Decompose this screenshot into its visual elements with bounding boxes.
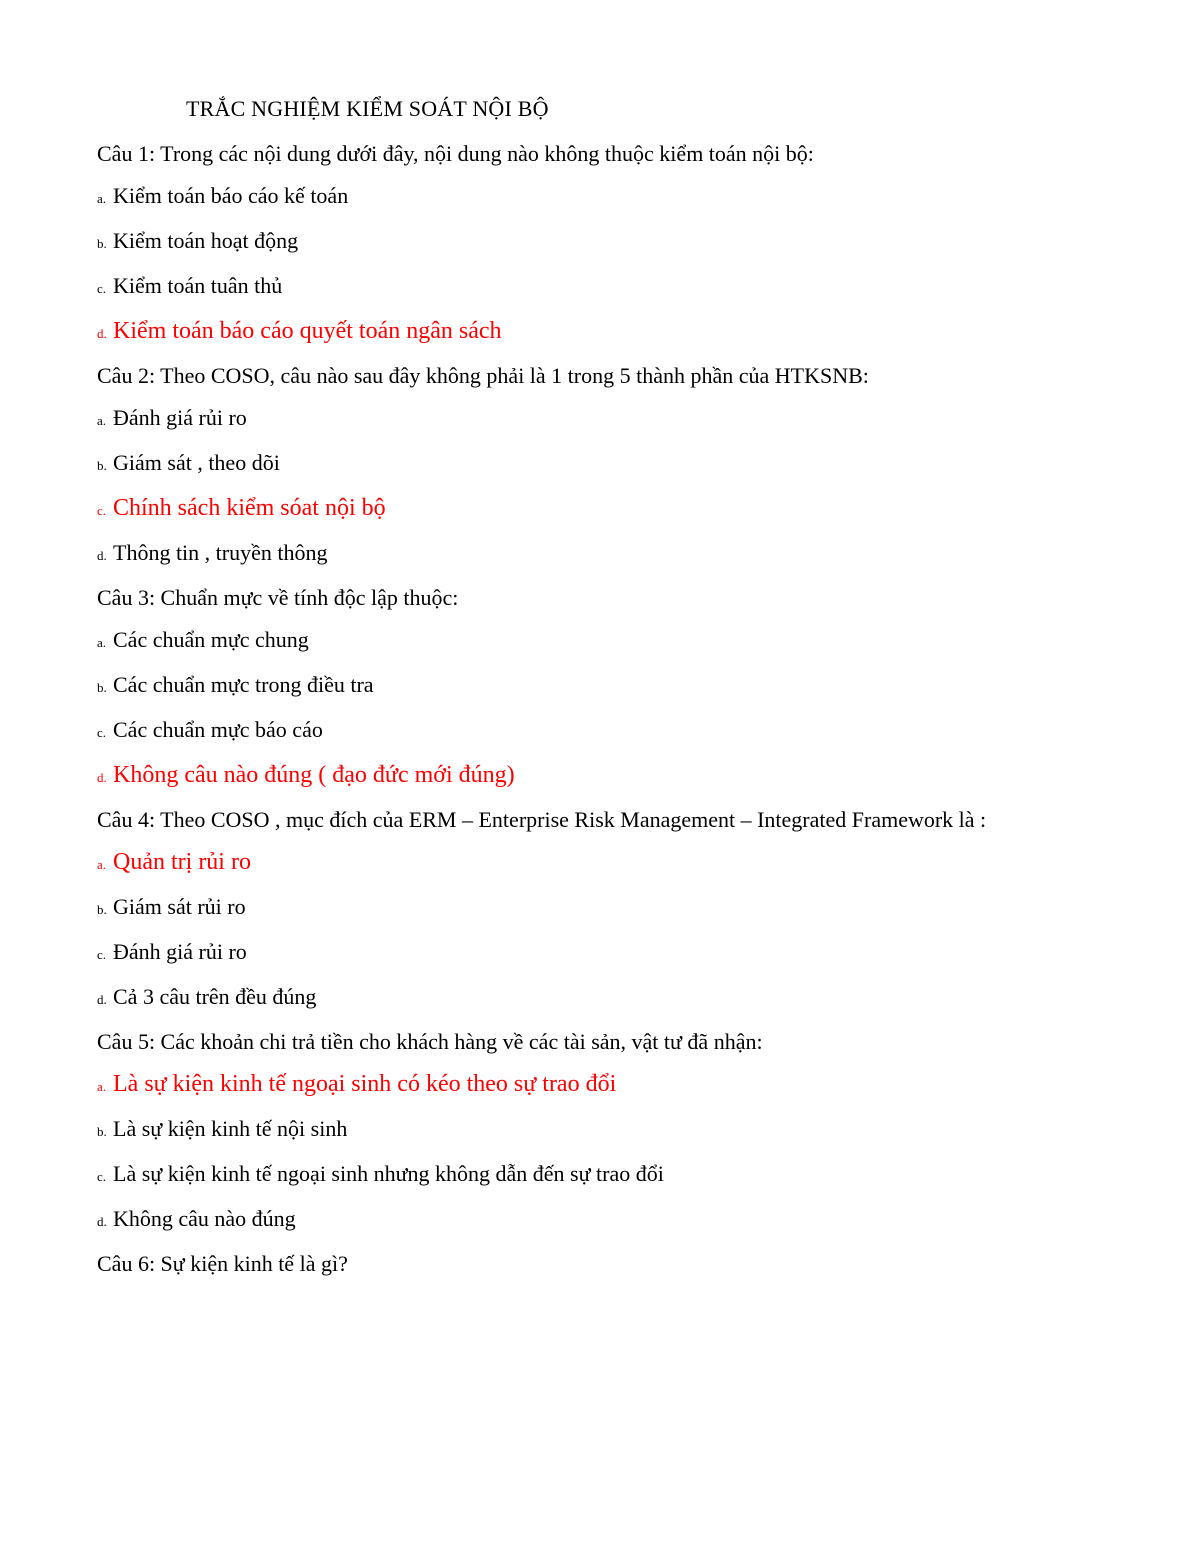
option-letter: a. (97, 1079, 107, 1094)
option-letter: a. (97, 191, 107, 206)
option-text: Là sự kiện kinh tế ngoại sinh có kéo theo sự trao đổi (113, 1071, 617, 1097)
option-letter: a. (97, 635, 107, 650)
answer-option-correct (97, 317, 1107, 348)
option-letter: c. (97, 1169, 107, 1184)
option-text: Chính sách kiểm sóat nội bộ (113, 495, 386, 521)
answer-option (97, 1160, 1107, 1191)
option-letter: c. (97, 503, 107, 518)
option-letter: c. (97, 725, 107, 740)
question-text: Câu 4: Theo COSO , mục đích của ERM – Enterprise Risk Management – Integrated Framework là : (97, 807, 987, 832)
answer-option (97, 1115, 1107, 1146)
document-title: TRẮC NGHIỆM KIỂM SOÁT NỘI BỘ (186, 96, 549, 121)
option-text: Thông tin , truyền thông (113, 540, 328, 565)
answer-option-correct (97, 494, 1107, 525)
option-letter: d. (97, 992, 107, 1007)
answer-option (97, 671, 1107, 702)
option-letter: d. (97, 770, 107, 785)
answer-option-correct (97, 761, 1107, 792)
option-text: Quản trị rủi ro (113, 849, 251, 875)
option-text: Các chuẩn mực trong điều tra (113, 672, 374, 697)
option-letter: b. (97, 902, 107, 917)
option-text: Giám sát rủi ro (113, 894, 246, 919)
option-text: Đánh giá rủi ro (113, 939, 247, 964)
option-text: Không câu nào đúng ( đạo đức mới đúng) (113, 762, 515, 788)
answer-option (97, 1205, 1107, 1236)
option-text: Không câu nào đúng (113, 1206, 296, 1231)
answer-option-correct (97, 1070, 1107, 1101)
answer-option (97, 272, 1107, 303)
option-letter: b. (97, 458, 107, 473)
option-text: Các chuẩn mực chung (113, 627, 309, 652)
answer-option (97, 182, 1107, 213)
option-text: Là sự kiện kinh tế ngoại sinh nhưng không dẫn đến sự trao đổi (113, 1161, 664, 1186)
question-text: Câu 3: Chuẩn mực về tính độc lập thuộc: (97, 585, 459, 610)
option-text: Kiểm toán tuân thủ (113, 273, 283, 298)
option-letter: b. (97, 680, 107, 695)
question-text: Câu 5: Các khoản chi trả tiền cho khách hàng về các tài sản, vật tư đã nhận: (97, 1029, 763, 1054)
option-text: Kiểm toán hoạt động (113, 228, 299, 253)
option-text: Là sự kiện kinh tế nội sinh (113, 1116, 348, 1141)
answer-option (97, 716, 1107, 747)
option-letter: d. (97, 326, 107, 341)
option-letter: b. (97, 1124, 107, 1139)
option-letter: a. (97, 857, 107, 872)
option-letter: d. (97, 548, 107, 563)
answer-option (97, 539, 1107, 570)
question-list (97, 140, 1107, 1278)
answer-option (97, 983, 1107, 1014)
option-letter: d. (97, 1214, 107, 1229)
option-text: Các chuẩn mực báo cáo (113, 717, 323, 742)
answer-option (97, 227, 1107, 258)
answer-option (97, 938, 1107, 969)
answer-option (97, 449, 1107, 480)
answer-option-correct (97, 848, 1107, 879)
question-text: Câu 1: Trong các nội dung dưới đây, nội dung nào không thuộc kiểm toán nội bộ: (97, 141, 814, 166)
option-text: Kiểm toán báo cáo kế toán (113, 183, 349, 208)
answer-option (97, 893, 1107, 924)
option-letter: c. (97, 947, 107, 962)
question-text: Câu 2: Theo COSO, câu nào sau đây không phải là 1 trong 5 thành phần của HTKSNB: (97, 363, 869, 388)
option-letter: a. (97, 413, 107, 428)
option-letter: b. (97, 236, 107, 251)
option-text: Cả 3 câu trên đều đúng (113, 984, 317, 1009)
option-letter: c. (97, 281, 107, 296)
option-text: Kiểm toán báo cáo quyết toán ngân sách (113, 318, 502, 344)
answer-option (97, 404, 1107, 435)
question-text: Câu 6: Sự kiện kinh tế là gì? (97, 1251, 348, 1276)
option-text: Đánh giá rủi ro (113, 405, 247, 430)
option-text: Giám sát , theo dõi (113, 450, 280, 475)
answer-option (97, 626, 1107, 657)
